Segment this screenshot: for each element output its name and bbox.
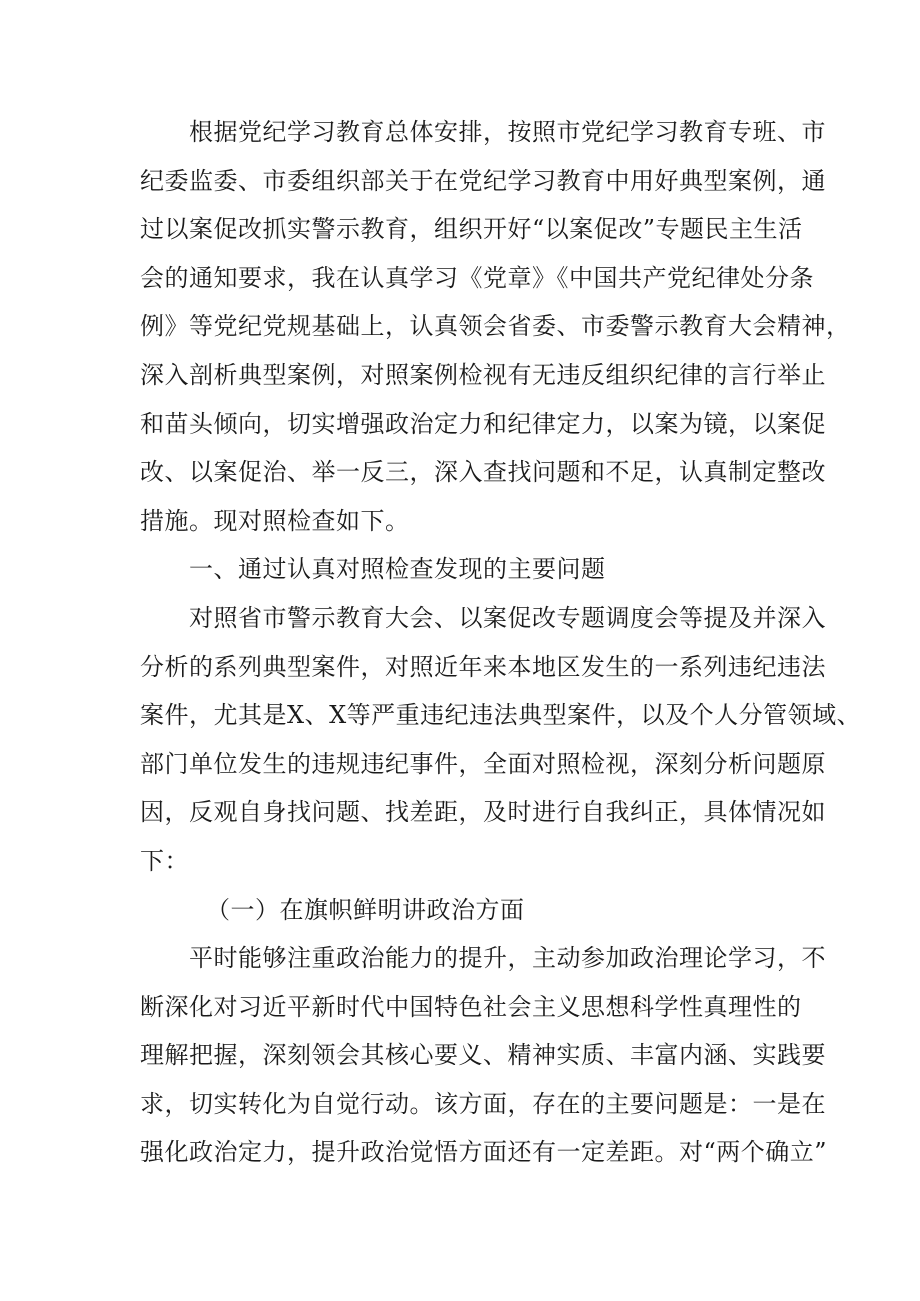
text-line: 理解把握，深刻领会其核心要义、精神实质、丰富内涵、实践要 xyxy=(140,1041,826,1070)
text-line: 措施。现对照检查如下。 xyxy=(140,506,410,535)
text-line: 深入剖析典型案例，对照案例检视有无违反组织纪律的言行举止 xyxy=(140,360,826,389)
text-line: 下： xyxy=(140,846,189,875)
document-body xyxy=(140,108,862,1177)
text-line: 根据党纪学习教育总体安排，按照市党纪学习教育专班、市 xyxy=(189,118,826,146)
text-line: 平时能够注重政治能力的提升，主动参加政治理论学习，不 xyxy=(189,944,826,973)
paragraph-cases xyxy=(140,594,862,886)
text-line: 纪委监委、市委组织部关于在党纪学习教育中用好典型案例，通 xyxy=(140,166,826,195)
text-line: 过以案促改抓实警示教育，组织开好“以案促改”专题民主生活 xyxy=(140,215,803,244)
text-line: 对照省市警示教育大会、以案促改专题调度会等提及并深入 xyxy=(189,603,826,632)
paragraph-intro xyxy=(140,108,851,545)
section-heading-2: （一）在旗帜鲜明讲政治方面 xyxy=(206,895,525,924)
section-heading-1: 一、通过认真对照检查发现的主要问题 xyxy=(189,555,606,584)
text-line: 改、以案促治、举一反三，深入查找问题和不足，认真制定整改 xyxy=(140,458,826,487)
text-line: 强化政治定力，提升政治觉悟方面还有一定差距。对“两个确立” xyxy=(140,1138,828,1167)
text-line: 断深化对习近平新时代中国特色社会主义思想科学性真理性的 xyxy=(140,992,802,1021)
text-line: 会的通知要求，我在认真学习《党章》《中国共产党纪律处分条 xyxy=(140,263,814,292)
text-line: 和苗头倾向，切实增强政治定力和纪律定力，以案为镜，以案促 xyxy=(140,409,826,438)
paragraph-politics xyxy=(140,934,828,1177)
text-line: 部门单位发生的违规违纪事件，全面对照检视，深刻分析问题原 xyxy=(140,749,826,778)
text-line: 求，切实转化为自觉行动。该方面，存在的主要问题是：一是在 xyxy=(140,1089,826,1118)
text-line: 分析的系列典型案件，对照近年来本地区发生的一系列违纪违法 xyxy=(140,652,826,681)
text-line: 因，反观自身找问题、找差距，及时进行自我纠正，具体情况如 xyxy=(140,798,826,827)
text-line: 例》等党纪党规基础上，认真领会省委、市委警示教育大会精神， xyxy=(140,312,851,341)
text-line: 案件，尤其是X、X等严重违纪违法典型案件，以及个人分管领域、 xyxy=(140,701,862,730)
